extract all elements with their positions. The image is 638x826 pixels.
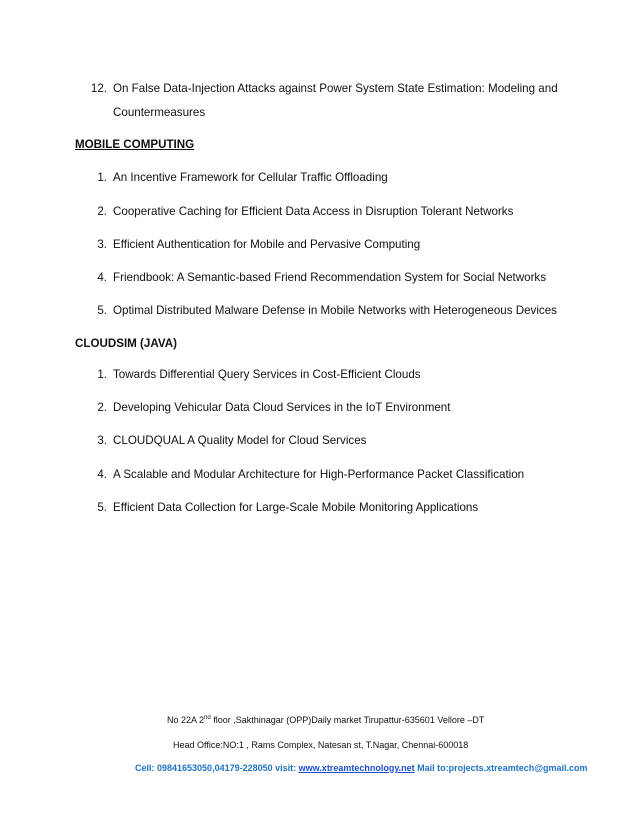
list-item-title: Efficient Data Collection for Large-Scale Mobile Monitoring Applications [113,501,479,514]
list-item-continuation: Countermeasures [113,106,206,119]
footer-address-prefix: No 22A 2 [167,715,205,725]
list-item-title: Efficient Authentication for Mobile and Pervasive Computing [113,238,421,251]
list-item-number: 4. [97,271,107,284]
list-item [97,303,557,319]
footer-address-sup: nd [204,715,211,721]
list-item-number: 1. [97,171,107,184]
footer-contact [135,762,588,774]
list-item-number: 3. [97,238,107,251]
list-item-title: Developing Vehicular Data Cloud Services in the IoT Environment [113,401,451,414]
list-item [97,170,388,186]
list-item [97,367,421,383]
list-item [97,433,367,449]
list-item-title: Towards Differential Query Services in Cost-Efficient Clouds [113,368,421,381]
list-item [97,204,514,220]
list-item-number: 3. [97,434,107,447]
list-item-title: Friendbook: A Semantic-based Friend Recommendation System for Social Networks [113,271,547,284]
list-item-title: Optimal Distributed Malware Defense in Mobile Networks with Heterogeneous Devices [113,304,557,317]
list-item [97,400,451,416]
list-item-title: On False Data-Injection Attacks against Power System State Estimation: Modeling and [113,82,558,95]
section-heading-cloudsim: CLOUDSIM (JAVA) [75,337,177,350]
list-item-title: Cooperative Caching for Efficient Data Access in Disruption Tolerant Networks [113,205,514,218]
list-item-title: CLOUDQUAL A Quality Model for Cloud Services [113,434,367,447]
footer-mail: Mail to:projects.xtreamtech@gmail.com [414,763,588,773]
list-item [97,500,479,516]
list-item [90,81,558,97]
list-item-number: 5. [97,501,107,514]
list-item-number: 1. [97,368,107,381]
footer-address-suffix: floor ,Sakthinagar (OPP)Daily market Tirupattur-635601 Vellore –DT [210,715,485,725]
list-item-number: 5. [97,304,107,317]
list-item [97,270,547,286]
list-item [97,237,421,253]
website-link[interactable]: www.xtreamtechnology.net [298,763,415,773]
list-item-title: A Scalable and Modular Architecture for High-Performance Packet Classification [113,468,525,481]
footer-cell-numbers: Cell: 09841653050,04179-228050 visit: [135,763,299,773]
list-item-number: 4. [97,468,107,481]
list-item [97,467,525,483]
list-item-number: 12. [90,82,107,95]
footer-address [167,714,484,726]
list-item-number: 2. [97,401,107,414]
list-item-title: An Incentive Framework for Cellular Traffic Offloading [113,171,388,184]
section-heading-mobile-computing: MOBILE COMPUTING [75,138,195,151]
footer-head-office: Head Office:NO:1 , Rams Complex, Natesan st, T.Nagar, Chennai-600018 [173,740,469,750]
list-item-number: 2. [97,205,107,218]
